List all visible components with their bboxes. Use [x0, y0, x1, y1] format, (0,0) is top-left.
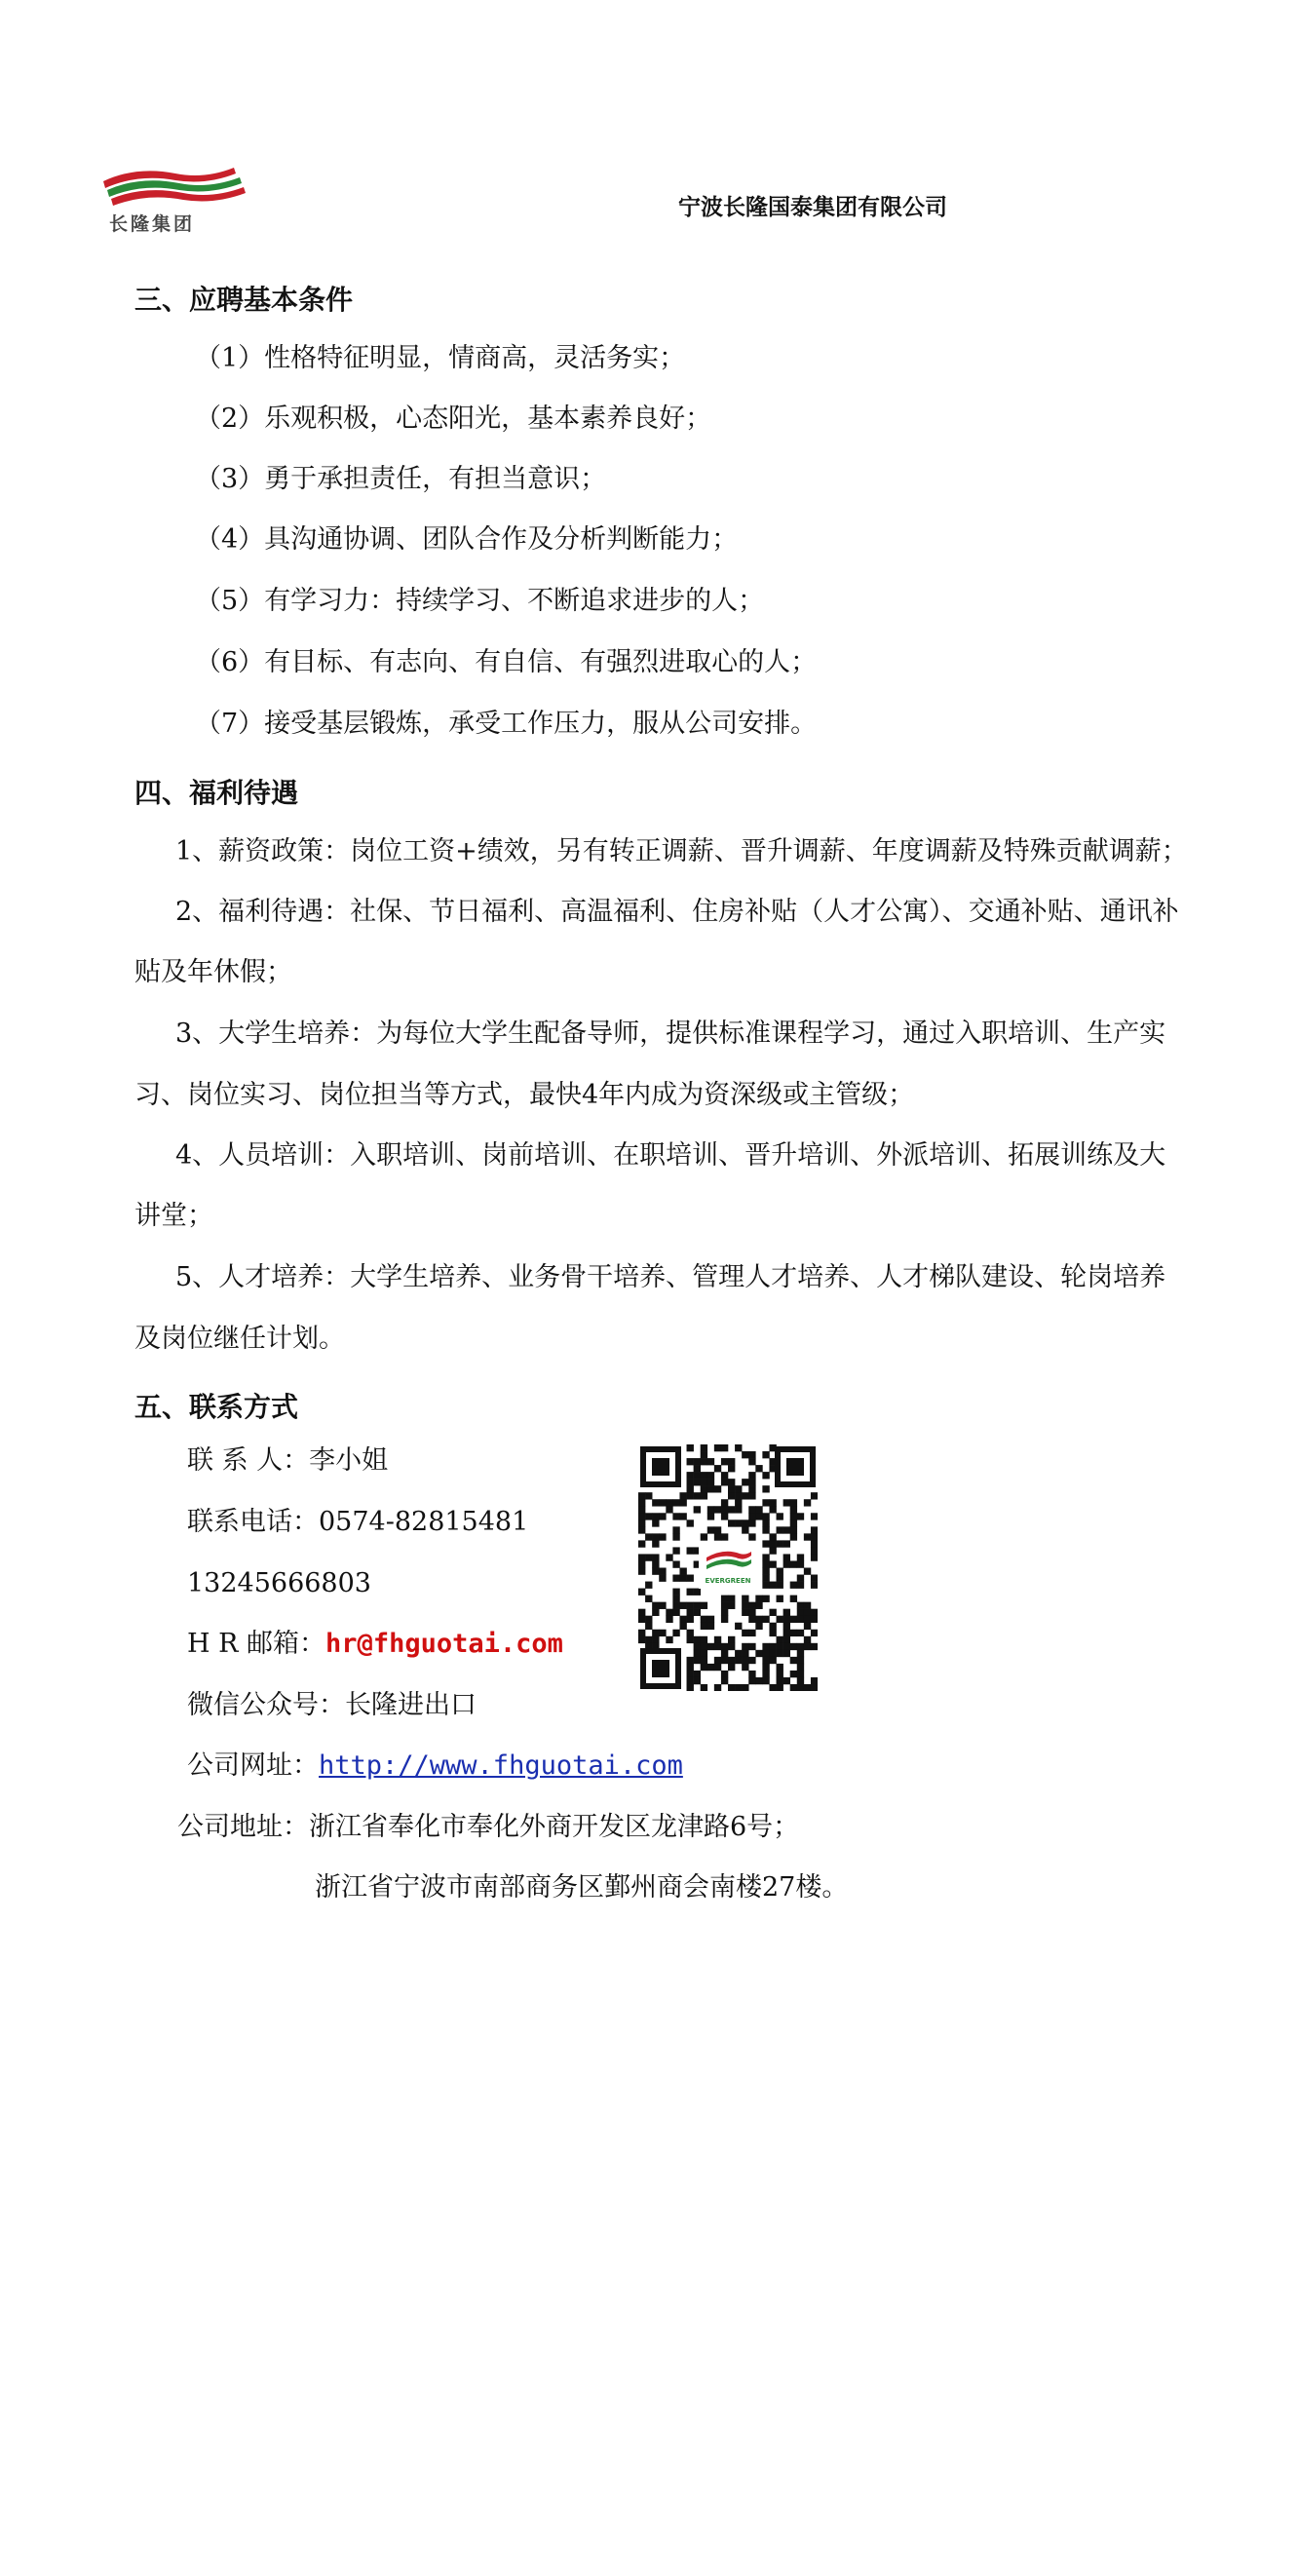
contact-person-label: 联 系 人：	[187, 1445, 310, 1476]
benefit-paragraph-line: 3、大学生培养：为每位大学生配备导师，提供标准课程学习，通过入职培训、生产实	[175, 1019, 1166, 1049]
company-logo	[97, 164, 253, 235]
contact-person-name: 李小姐	[309, 1445, 389, 1476]
svg-text:EVERGREEN: EVERGREEN	[705, 1577, 751, 1585]
contact-email-label: H R 邮箱：	[187, 1629, 326, 1659]
logo-text: 长隆集团	[109, 213, 196, 235]
section-title-requirements: 三、应聘基本条件	[134, 284, 354, 316]
benefit-paragraph-line: 及岗位继任计划。	[134, 1324, 345, 1354]
benefit-paragraph-line: 5、人才培养：大学生培养、业务骨干培养、管理人才培养、人才梯队建设、轮岗培养	[175, 1262, 1166, 1292]
contact-phone-label: 联系电话：	[187, 1507, 319, 1537]
contact-website-link[interactable]: http://www.fhguotai.com	[319, 1750, 683, 1781]
section-title-contact: 五、联系方式	[134, 1391, 299, 1423]
page-header	[97, 164, 1201, 235]
benefit-paragraph-line: 贴及年休假；	[134, 957, 292, 987]
contact-wechat-value: 长隆进出口	[345, 1690, 477, 1720]
benefit-paragraph-line: 讲堂；	[134, 1201, 213, 1231]
qr-code-icon	[638, 1444, 818, 1691]
logo-stripes-icon	[97, 164, 253, 212]
requirement-item: （5）有学习力：持续学习、不断追求进步的人；	[195, 586, 765, 616]
contact-phone-row	[187, 1509, 528, 1535]
contact-website-row	[187, 1752, 683, 1779]
contact-website-label: 公司网址：	[187, 1750, 319, 1781]
requirement-item: （1）性格特征明显，情商高，灵活务实；	[195, 343, 686, 373]
contact-person-row	[187, 1447, 388, 1474]
wechat-qr-code	[638, 1444, 818, 1691]
contact-email-link[interactable]: hr@fhguotai.com	[325, 1629, 563, 1659]
benefit-paragraph-line: 1、薪资政策：岗位工资+绩效，另有转正调薪、晋升调薪、年度调薪及特殊贡献调薪；	[175, 836, 1188, 866]
contact-address-1: 浙江省奉化市奉化外商开发区龙津路6号；	[309, 1812, 800, 1842]
benefit-paragraph-line: 4、人员培训：入职培训、岗前培训、在职培训、晋升培训、外派培训、拓展训练及大	[175, 1140, 1166, 1171]
contact-email-row	[187, 1631, 563, 1657]
requirement-item: （6）有目标、有志向、有自信、有强烈进取心的人；	[195, 647, 818, 677]
contact-wechat-label: 微信公众号：	[187, 1690, 345, 1720]
requirement-item: （2）乐观积极，心态阳光，基本素养良好；	[195, 404, 712, 434]
requirement-item: （3）勇于承担责任，有担当意识；	[195, 464, 607, 494]
contact-phone-2: 13245666803	[187, 1568, 371, 1598]
contact-address-row	[177, 1814, 799, 1840]
requirement-item: （4）具沟通协调、团队合作及分析判断能力；	[195, 524, 739, 555]
section-title-benefits: 四、福利待遇	[134, 777, 299, 809]
requirement-item: （7）接受基层锻炼，承受工作压力，服从公司安排。	[195, 709, 818, 739]
contact-wechat-row	[187, 1692, 477, 1718]
contact-address-label: 公司地址：	[177, 1812, 309, 1842]
contact-address-2: 浙江省宁波市南部商务区鄞州商会南楼27楼。	[315, 1872, 849, 1903]
company-name: 宁波长隆国泰集团有限公司	[678, 195, 947, 220]
contact-phone-1: 0574-82815481	[319, 1507, 529, 1537]
benefit-paragraph-line: 2、福利待遇：社保、节日福利、高温福利、住房补贴（人才公寓）、交通补贴、通讯补	[175, 897, 1179, 927]
benefit-paragraph-line: 习、岗位实习、岗位担当等方式，最快4年内成为资深级或主管级；	[134, 1080, 915, 1110]
